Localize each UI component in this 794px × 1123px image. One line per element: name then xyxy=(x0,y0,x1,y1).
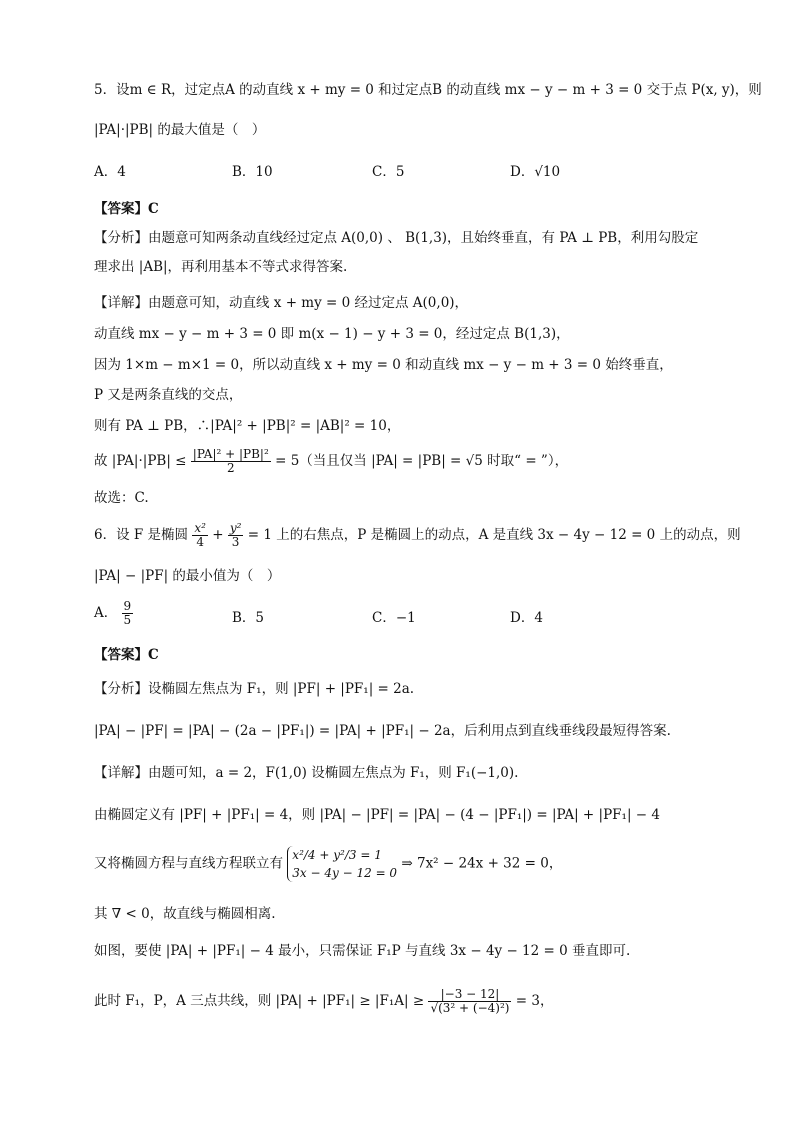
q6-option-a-numerator: 9 xyxy=(123,599,132,613)
q5-option-d: D．√10 xyxy=(510,164,561,180)
q5-detail-line6-numerator: |PA|² + |PB|² xyxy=(192,447,269,461)
q6-detail-line3 xyxy=(94,846,562,882)
q6-option-a-label: A． xyxy=(94,605,118,621)
q5-analysis-line2: 理求出 |AB|，再利用基本不等式求得答案. xyxy=(94,259,348,275)
q6-detail-line5: 如图，要使 |PA| + |PF₁| − 4 最小，只需保证 F₁P 与直线 3x − 4y − 12 = 0 垂直即可. xyxy=(94,943,631,959)
q6-detail-line3-post: ⇒ 7x² − 24x + 32 = 0， xyxy=(401,855,563,872)
q5-detail-line1: 【详解】由题意可知，动直线 x + my = 0 经过定点 A(0,0)， xyxy=(94,295,469,311)
q6-option-a-denominator: 5 xyxy=(123,613,132,627)
q6-stem-pre: 6．设 F 是椭圆 xyxy=(94,527,189,543)
q6-detail-line4: 其 ∇ < 0，故直线与椭圆相离. xyxy=(94,906,276,922)
q5-stem-line1: 5．设m ∈ R，过定点A 的动直线 x + my = 0 和过定点B 的动直线 mx − y − m + 3 = 0 交于点 P(x, y)，则 xyxy=(94,82,762,98)
q5-detail-line4: P 又是两条直线的交点， xyxy=(94,387,243,403)
q6-stem-frac-x-denominator: 4 xyxy=(196,535,204,549)
q6-option-c: C．−1 xyxy=(372,610,416,626)
q5-detail-line6-fraction xyxy=(191,448,271,475)
q6-detail-line6-post: = 3， xyxy=(515,993,554,1009)
q5-detail-line6 xyxy=(94,448,568,475)
q5-detail-line2: 动直线 mx − y − m + 3 = 0 即 m(x − 1) − y + 3 = 0，经过定点 B(1,3)， xyxy=(94,326,570,342)
q6-analysis-line1: 【分析】设椭圆左焦点为 F₁，则 |PF| + |PF₁| = 2a. xyxy=(94,681,415,697)
q6-detail-line6 xyxy=(94,988,553,1015)
q6-system-row1: x²/4 + y²/3 = 1 xyxy=(292,848,382,862)
q6-stem-frac-y-denominator: 3 xyxy=(231,535,240,549)
q6-stem-plus: + xyxy=(212,527,224,543)
q6-stem-line1 xyxy=(94,522,741,549)
q6-detail-line6-numerator: |−3 − 12| xyxy=(428,988,511,1002)
q6-detail-line6-fraction xyxy=(428,988,511,1015)
q6-stem-frac-x xyxy=(192,522,208,549)
q6-analysis-line2: |PA| − |PF| = |PA| − (2a − |PF₁|) = |PA| + |PF₁| − 2a，后利用点到直线垂线段最短得答案. xyxy=(94,723,671,739)
q6-stem-line2: |PA| − |PF| 的最小值为（ ） xyxy=(94,568,281,584)
q6-detail-line6-pre: 此时 F₁，P，A 三点共线，则 |PA| + |PF₁| ≥ |F₁A| ≥ xyxy=(94,993,425,1009)
q5-analysis-line1: 【分析】由题意可知两条动直线经过定点 A(0,0) 、 B(1,3)，且始终垂直，有 PA ⊥ PB，利用勾股定 xyxy=(94,230,699,246)
q5-detail-line3: 因为 1×m − m×1 = 0，所以动直线 x + my = 0 和动直线 mx − y − m + 3 = 0 始终垂直， xyxy=(94,357,673,373)
q6-detail-line2: 由椭圆定义有 |PF| + |PF₁| = 4，则 |PA| − |PF| = |PA| − (4 − |PF₁|) = |PA| + |PF₁| − 4 xyxy=(94,807,660,823)
q5-option-b: B．10 xyxy=(232,164,273,180)
q6-detail-line6-denominator: √(3² + (−4)²) xyxy=(430,1001,510,1015)
q6-equation-system xyxy=(287,846,397,882)
q6-option-d: D．4 xyxy=(510,610,543,626)
q5-option-c: C．5 xyxy=(372,164,405,180)
q6-system-row2: 3x − 4y − 12 = 0 xyxy=(292,866,398,880)
q5-conclusion: 故选：C. xyxy=(94,490,149,506)
q5-stem-line2: |PA|·|PB| 的最大值是（ ） xyxy=(94,122,266,138)
q6-stem-post: = 1 上的右焦点，P 是椭圆上的动点，A 是直线 3x − 4y − 12 = 0 上的动点，则 xyxy=(247,527,741,543)
q5-detail-line5: 则有 PA ⊥ PB，∴|PA|² + |PB|² = |AB|² = 10， xyxy=(94,418,401,434)
q6-stem-frac-y-numerator: y² xyxy=(229,521,242,535)
q6-detail-line1: 【详解】由题可知，a = 2，F(1,0) 设椭圆左焦点为 F₁，则 F₁(−1,0). xyxy=(94,765,519,781)
q6-stem-frac-y xyxy=(228,522,244,549)
q5-option-a: A．4 xyxy=(94,164,126,180)
q6-option-a xyxy=(94,600,133,627)
q5-detail-line6-denominator: 2 xyxy=(226,461,235,475)
q6-detail-line3-pre: 又将椭圆方程与直线方程联立有 xyxy=(94,855,283,872)
q5-detail-line6-post: = 5（当且仅当 |PA| = |PB| = √5 时取“ = ”）， xyxy=(275,453,569,469)
q6-answer: 【答案】C xyxy=(94,647,159,663)
q6-option-a-fraction xyxy=(122,600,134,627)
q6-option-b: B．5 xyxy=(232,610,265,626)
q5-detail-line6-pre: 故 |PA|·|PB| ≤ xyxy=(94,453,187,469)
q6-stem-frac-x-numerator: x² xyxy=(194,521,206,535)
q5-answer: 【答案】C xyxy=(94,201,159,217)
